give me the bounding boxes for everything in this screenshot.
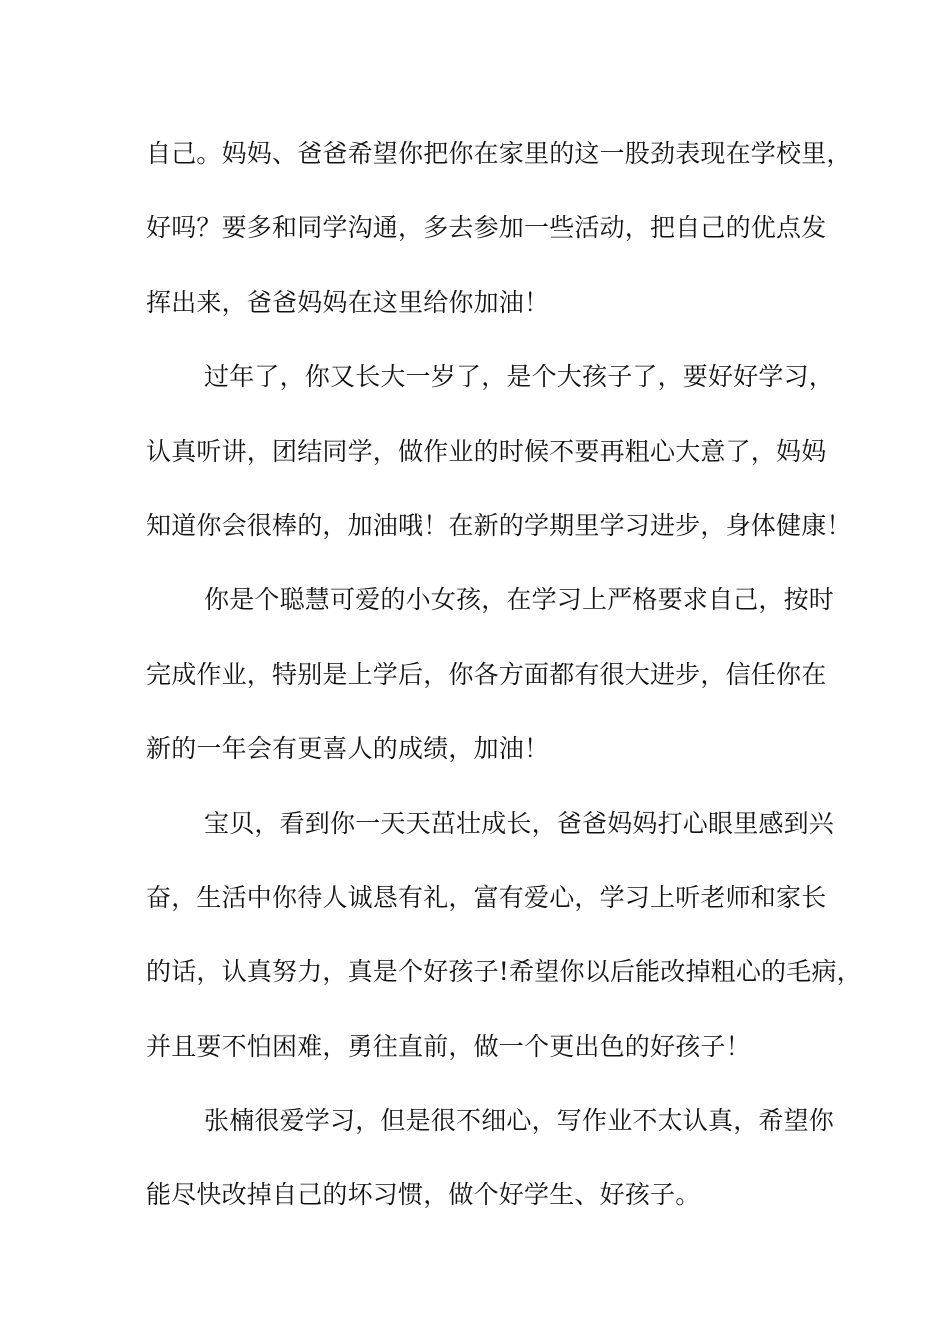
document-body xyxy=(146,130,862,1246)
text-line: 自己。妈妈、爸爸希望你把你在家里的这一股劲表现在学校里， xyxy=(146,139,852,168)
text-line: 新的一年会有更喜人的成绩，加油！ xyxy=(146,734,550,764)
text-line: 宝贝，看到你一天天茁壮成长，爸爸妈妈打心眼里感到兴 xyxy=(204,808,835,838)
text-line: 好吗？要多和同学沟通，多去参加一些活动，把自己的优点发 xyxy=(146,213,827,243)
text-line: 并且要不怕困难，勇往直前，做一个更出色的好孩子！ xyxy=(146,1031,751,1061)
text-line: 张楠很爱学习，但是很不细心，写作业不太认真，希望你 xyxy=(204,1106,835,1136)
text-line: 奋，生活中你待人诚恳有礼，富有爱心，学习上听老师和家长 xyxy=(146,882,827,912)
paragraph-5 xyxy=(146,1097,836,1246)
text-line: 认真听讲，团结同学，做作业的时候不要再粗心大意了，妈妈 xyxy=(146,436,827,466)
text-line: 知道你会很棒的，加油哦！在新的学期里学习进步，身体健康！ xyxy=(146,510,852,540)
text-line: 过年了，你又长大一岁了，是个大孩子了，要好好学习， xyxy=(204,362,835,392)
text-line: 的话，认真努力，真是个好孩子!希望你以后能改掉粗心的毛病， xyxy=(146,957,862,987)
text-line: 完成作业，特别是上学后，你各方面都有很大进步，信任你在 xyxy=(146,659,827,689)
text-line: 挥出来，爸爸妈妈在这里给你加油！ xyxy=(146,287,550,317)
paragraph-2 xyxy=(146,353,852,576)
paragraph-1 xyxy=(146,130,852,353)
paragraph-3 xyxy=(146,576,836,799)
paragraph-4 xyxy=(146,800,862,1098)
text-line: 能尽快改掉自己的坏习惯，做个好学生、好孩子。 xyxy=(146,1180,701,1210)
text-line: 你是个聪慧可爱的小女孩，在学习上严格要求自己，按时 xyxy=(204,585,835,615)
